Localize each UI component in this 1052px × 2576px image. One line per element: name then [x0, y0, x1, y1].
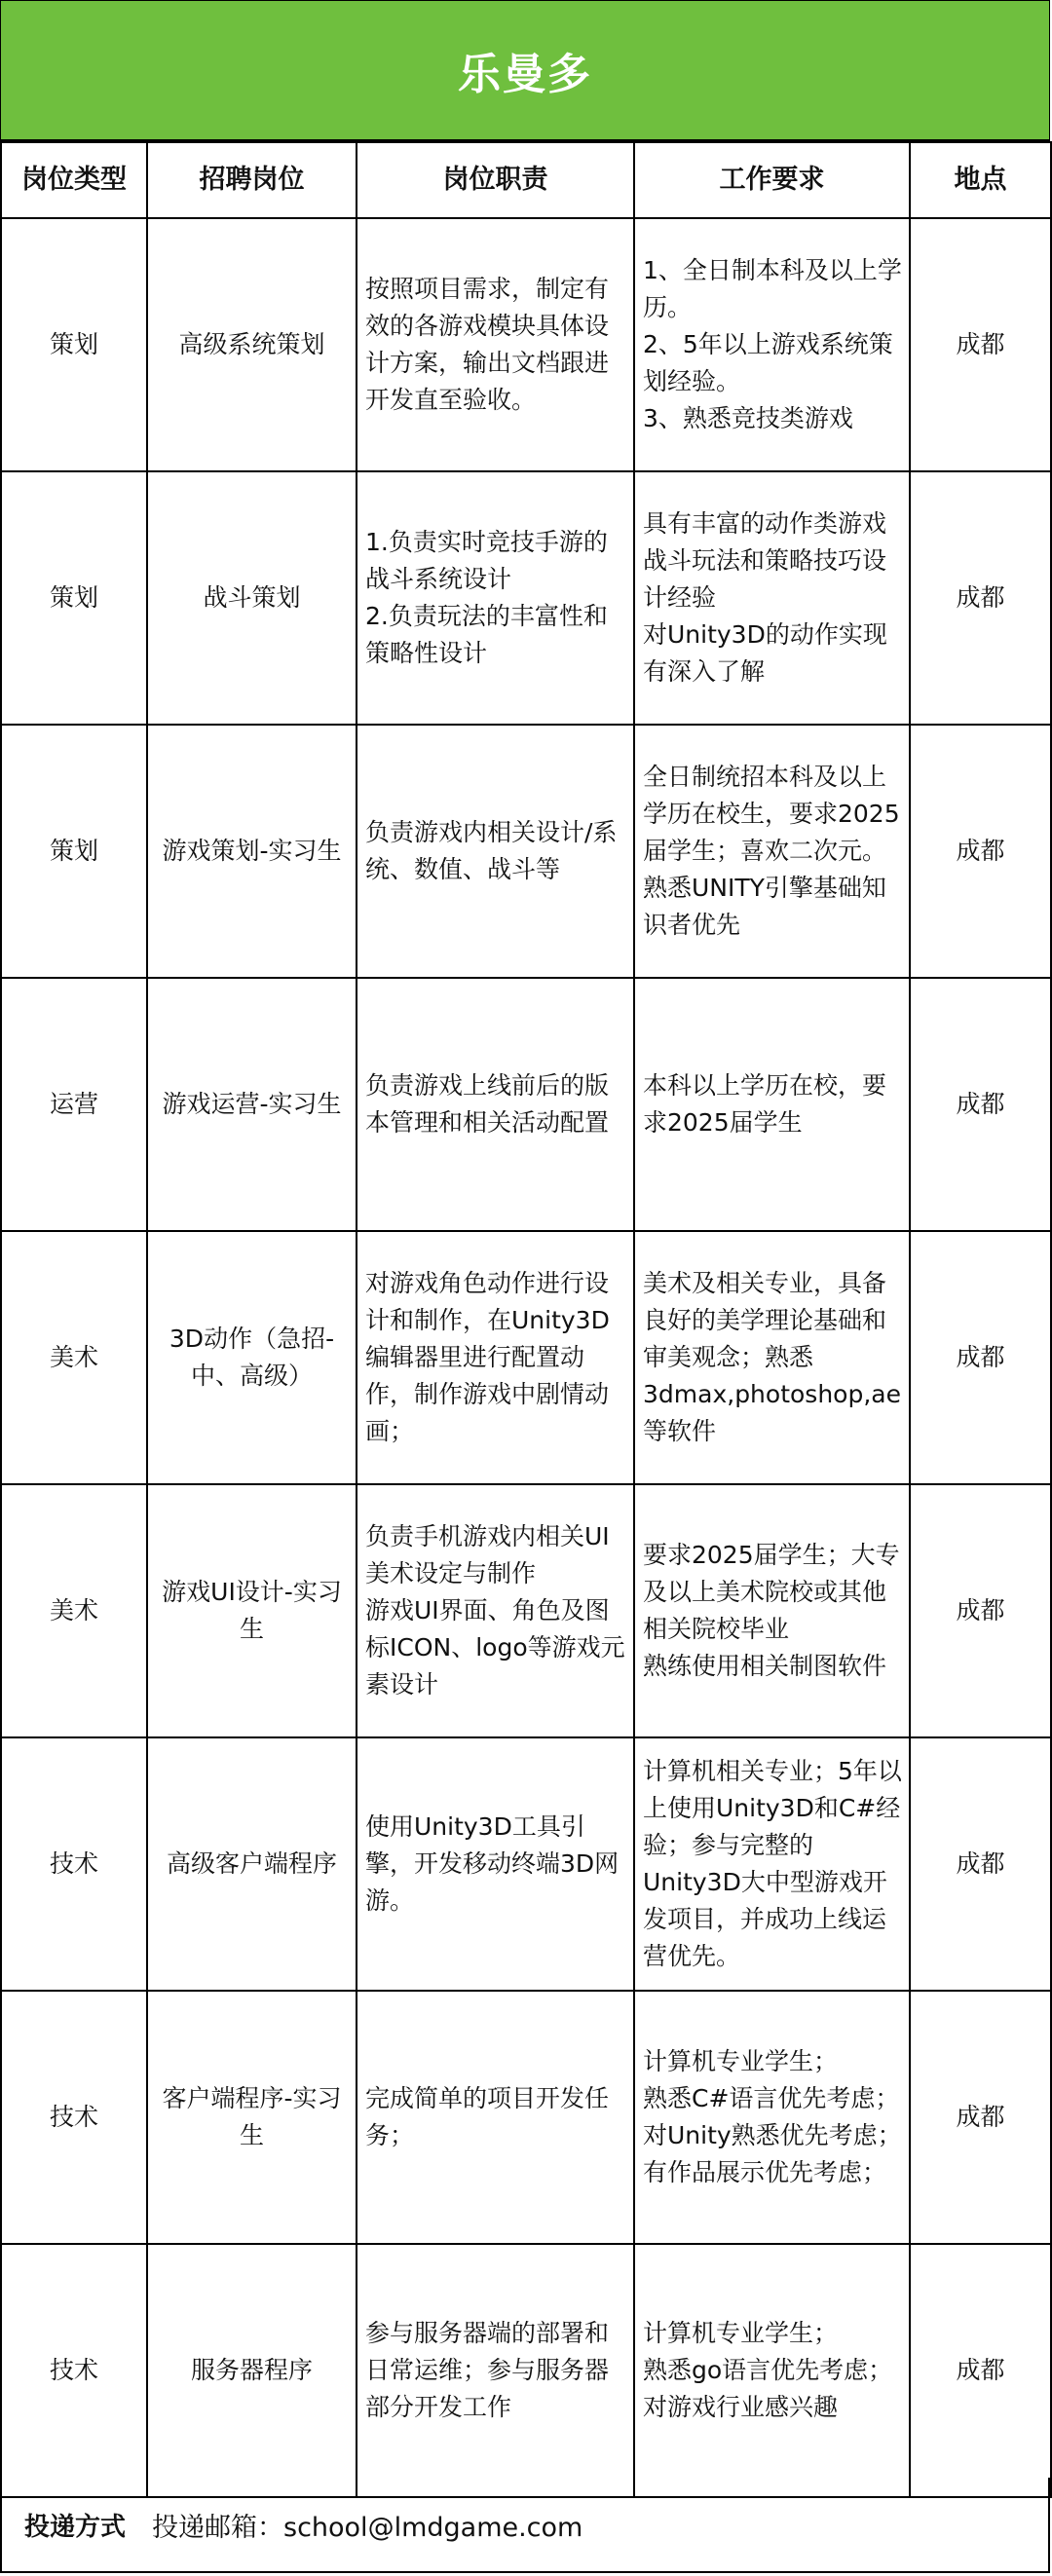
cell-position: 客户端程序-实习生: [147, 1991, 357, 2244]
cell-duty: 1.负责实时竞技手游的战斗系统设计 2.负责玩法的丰富性和策略性设计: [357, 471, 634, 725]
cell-duty: 负责手机游戏内相关UI美术设定与制作 游戏UI界面、角色及图标ICON、logo等游戏元素设计: [357, 1484, 634, 1737]
header-duty: 岗位职责: [357, 142, 634, 218]
table-row: [1, 1737, 1051, 1991]
cell-position: 高级客户端程序: [147, 1737, 357, 1991]
cell-duty: 按照项目需求，制定有效的各游戏模块具体设计方案，输出文档跟进开发直至验收。: [357, 218, 634, 471]
cell-position: 战斗策划: [147, 471, 357, 725]
cell-type: 策划: [1, 471, 147, 725]
cell-duty: 对游戏角色动作进行设计和制作，在Unity3D编辑器里进行配置动作，制作游戏中剧情动画；: [357, 1231, 634, 1484]
cell-position: 游戏UI设计-实习生: [147, 1484, 357, 1737]
cell-requirement: 本科以上学历在校，要求2025届学生: [634, 978, 910, 1231]
table-header-row: [1, 142, 1051, 218]
table-row: [1, 1991, 1051, 2244]
cell-duty: 参与服务器端的部署和日常运维；参与服务器部分开发工作: [357, 2244, 634, 2497]
cell-location: 成都: [910, 1737, 1051, 1991]
cell-location: 成都: [910, 1484, 1051, 1737]
table-row: [1, 2244, 1051, 2497]
cell-requirement: 1、全日制本科及以上学历。 2、5年以上游戏系统策划经验。 3、熟悉竞技类游戏: [634, 218, 910, 471]
header-type: 岗位类型: [1, 142, 147, 218]
cell-position: 高级系统策划: [147, 218, 357, 471]
cell-type: 美术: [1, 1231, 147, 1484]
title-banner: [0, 0, 1050, 141]
cell-type: 策划: [1, 218, 147, 471]
cell-position: 游戏运营-实习生: [147, 978, 357, 1231]
cell-position: 游戏策划-实习生: [147, 725, 357, 978]
cell-duty: 负责游戏内相关设计/系统、数值、战斗等: [357, 725, 634, 978]
cell-type: 技术: [1, 1737, 147, 1991]
cell-location: 成都: [910, 471, 1051, 725]
jobs-table: [0, 141, 1052, 2498]
table-row: [1, 471, 1051, 725]
table-row: [1, 1231, 1051, 1484]
table-row: [1, 978, 1051, 1231]
cell-location: 成都: [910, 725, 1051, 978]
company-title: 乐曼多: [458, 50, 592, 99]
cell-type: 技术: [1, 1991, 147, 2244]
cell-requirement: 具有丰富的动作类游戏战斗玩法和策略技巧设计经验 对Unity3D的动作实现有深入了解: [634, 471, 910, 725]
cell-duty: 负责游戏上线前后的版本管理和相关活动配置: [357, 978, 634, 1231]
cell-requirement: 全日制统招本科及以上学历在校生，要求2025届学生；喜欢二次元。熟悉UNITY引擎基础知识者优先: [634, 725, 910, 978]
cell-type: 策划: [1, 725, 147, 978]
footer-email: 投递邮箱：school@lmdgame.com: [152, 2512, 583, 2543]
cell-location: 成都: [910, 218, 1051, 471]
cell-requirement: 计算机专业学生； 熟悉go语言优先考虑；对游戏行业感兴趣: [634, 2244, 910, 2497]
cell-type: 技术: [1, 2244, 147, 2497]
table-row: [1, 725, 1051, 978]
cell-location: 成都: [910, 1231, 1051, 1484]
cell-requirement: 计算机相关专业；5年以上使用Unity3D和C#经验；参与完整的Unity3D大中型游戏开发项目，并成功上线运营优先。: [634, 1737, 910, 1991]
cell-location: 成都: [910, 2244, 1051, 2497]
cell-requirement: 美术及相关专业，具备良好的美学理论基础和审美观念；熟悉3dmax,photoshop,ae等软件: [634, 1231, 910, 1484]
cell-location: 成都: [910, 1991, 1051, 2244]
header-requirement: 工作要求: [634, 142, 910, 218]
table-row: [1, 1484, 1051, 1737]
cell-position: 服务器程序: [147, 2244, 357, 2497]
cell-location: 成都: [910, 978, 1051, 1231]
cell-type: 美术: [1, 1484, 147, 1737]
submission-footer: [0, 2478, 1050, 2573]
footer-label: 投递方式: [23, 2512, 126, 2542]
cell-requirement: 要求2025届学生；大专及以上美术院校或其他相关院校毕业 熟练使用相关制图软件: [634, 1484, 910, 1737]
header-location: 地点: [910, 142, 1051, 218]
cell-duty: 使用Unity3D工具引擎，开发移动终端3D网游。: [357, 1737, 634, 1991]
header-position: 招聘岗位: [147, 142, 357, 218]
cell-requirement: 计算机专业学生； 熟悉C#语言优先考虑；对Unity熟悉优先考虑；有作品展示优先考虑；: [634, 1991, 910, 2244]
cell-position: 3D动作（急招-中、高级）: [147, 1231, 357, 1484]
table-row: [1, 218, 1051, 471]
cell-type: 运营: [1, 978, 147, 1231]
cell-duty: 完成简单的项目开发任务；: [357, 1991, 634, 2244]
